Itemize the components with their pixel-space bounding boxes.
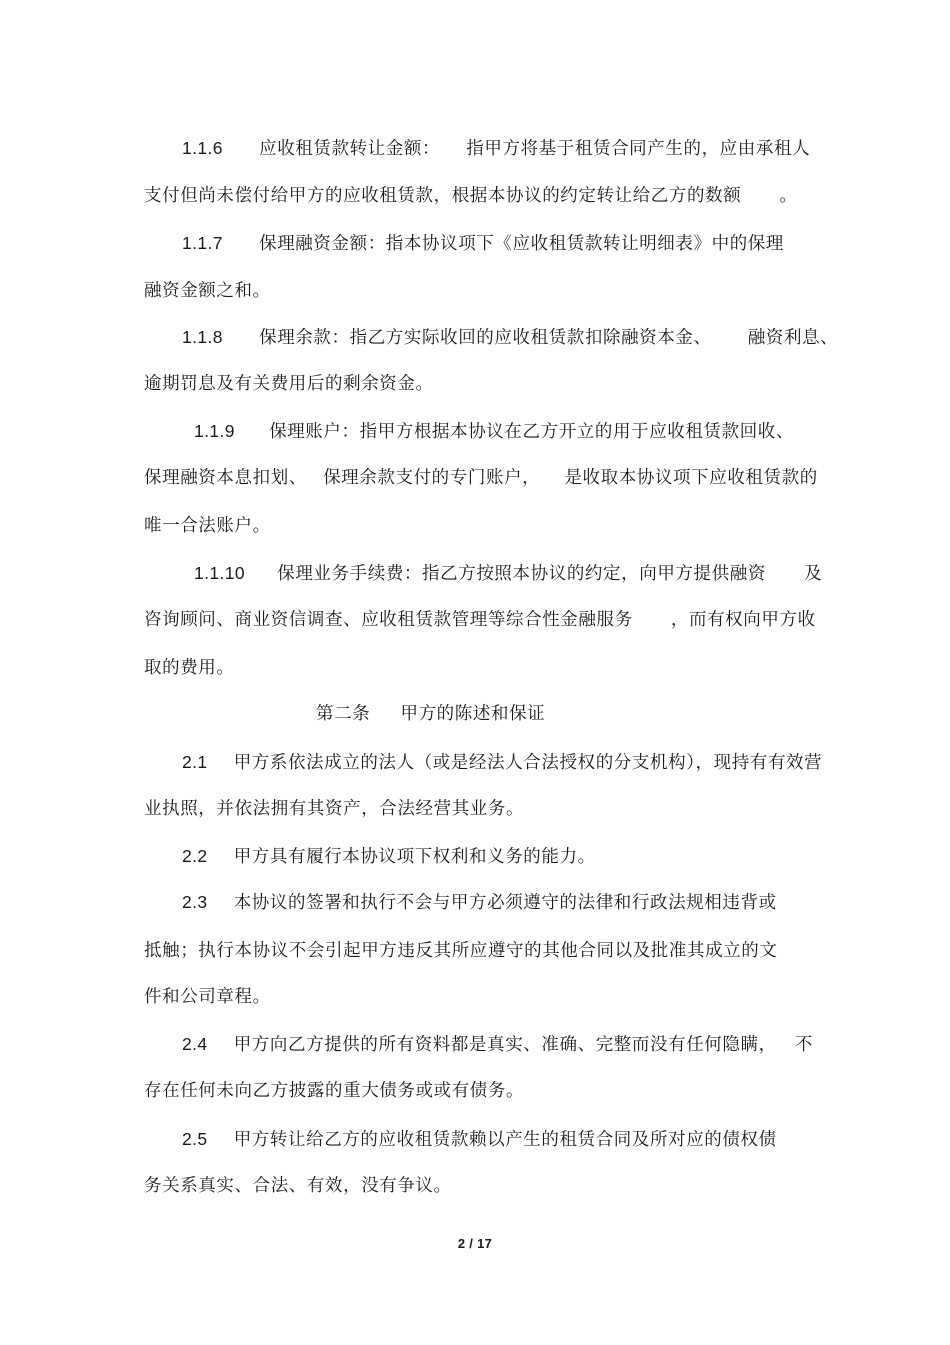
clause-1-1-9-line-2 (144, 466, 818, 490)
clause-2-5-line-2 (144, 1174, 452, 1198)
clause-text: 保理余款：指乙方实际收回的应收租赁款扣除融资本金、 (259, 328, 712, 348)
clause-text: 指甲方将基于租赁合同产生的，应由承租人 (466, 139, 811, 159)
page-number: 2 / 17 (457, 1236, 493, 1251)
clause-number: 1.1.10 (194, 563, 246, 583)
clause-text: 务关系真实、合法、有效，没有争议。 (144, 1176, 452, 1196)
article-title: 甲方的陈述和保证 (400, 704, 546, 724)
clause-text: 支付但尚未偿付给甲方的应收租赁款，根据本协议的约定转让给乙方的数额 (144, 186, 742, 206)
clause-text: 融资利息、 (747, 328, 839, 348)
clause-1-1-10-line-3 (144, 656, 235, 680)
clause-2-4-line-2 (144, 1079, 524, 1103)
clause-text: 甲方向乙方提供的所有资料都是真实、准确、完整而没有任何隐瞒， (233, 1035, 777, 1055)
clause-text: 保理业务手续费：指乙方按照本协议的约定，向甲方提供融资 (277, 564, 766, 584)
clause-text: 保理余款支付的专门账户， (323, 468, 541, 488)
clause-number: 2.3 (182, 892, 208, 912)
clause-number: 2.4 (182, 1034, 208, 1054)
clause-1-1-7-line-2 (144, 279, 271, 303)
clause-number: 1.1.6 (182, 138, 223, 158)
clause-number: 2.2 (182, 846, 208, 866)
clause-text: 本协议的签署和执行不会与甲方必须遵守的法律和行政法规相违背或 (233, 893, 777, 913)
clause-1-1-8-line-1 (182, 325, 838, 350)
clause-2-4-line-1 (182, 1032, 813, 1057)
clause-text: 甲方系依法成立的法人（或是经法人合法授权的分支机构），现持有有效营 (233, 753, 823, 773)
clause-1-1-7-line-1 (182, 231, 784, 256)
clause-text: 应收租赁款转让金额： (259, 139, 441, 159)
clause-2-1-line-1 (182, 750, 822, 775)
clause-text: 存在任何未向乙方披露的重大债务或或有债务。 (144, 1081, 525, 1101)
clause-2-5-line-1 (182, 1127, 777, 1152)
clause-1-1-10-line-1 (194, 561, 822, 586)
clause-1-1-6-line-1 (182, 136, 810, 161)
clause-text: 不 (794, 1035, 813, 1055)
article-2-heading (316, 702, 545, 726)
clause-text: 取的费用。 (144, 658, 235, 678)
clause-number: 1.1.8 (182, 327, 223, 347)
clause-number: 2.5 (182, 1129, 208, 1149)
clause-1-1-6-line-2 (144, 184, 798, 208)
clause-text: 甲方具有履行本协议项下权利和义务的能力。 (233, 847, 596, 867)
clause-text: 咨询顾问、商业资信调查、应收租赁款管理等综合性金融服务 (144, 610, 633, 630)
clause-text: 。 (779, 186, 798, 206)
clause-2-3-line-2 (144, 939, 778, 963)
clause-text: 保理账户：指甲方根据本协议在乙方开立的用于应收租赁款回收、 (269, 422, 795, 442)
clause-text: 保理融资金额：指本协议项下《应收租赁款转让明细表》中的保理 (259, 234, 785, 254)
clause-text: 件和公司章程。 (144, 987, 271, 1007)
clause-1-1-9-line-1 (194, 419, 794, 444)
clause-number: 1.1.7 (182, 233, 223, 253)
clause-text: 融资金额之和。 (144, 281, 271, 301)
clause-1-1-8-line-2 (144, 372, 434, 396)
clause-2-2-line-1 (182, 844, 596, 869)
clause-text: 抵触；执行本协议不会引起甲方违反其所应遵守的其他合同以及批准其成立的文 (144, 941, 778, 961)
clause-text: 逾期罚息及有关费用后的剩余资金。 (144, 374, 434, 394)
clause-text: 甲方转让给乙方的应收租赁款赖以产生的租赁合同及所对应的债权债 (233, 1130, 777, 1150)
clause-text: 是收取本协议项下应收租赁款的 (564, 468, 818, 488)
clause-text: ，而有权向甲方收 (670, 610, 816, 630)
clause-2-3-line-3 (144, 985, 271, 1009)
clause-number: 2.1 (182, 752, 208, 772)
article-number: 第二条 (316, 704, 371, 724)
clause-text: 唯一合法账户。 (144, 516, 271, 536)
clause-number: 1.1.9 (194, 421, 235, 441)
clause-1-1-9-line-3 (144, 514, 271, 538)
clause-2-1-line-2 (144, 797, 524, 821)
clause-text: 业执照，并依法拥有其资产，合法经营其业务。 (144, 799, 525, 819)
clause-text: 及 (804, 564, 823, 584)
clause-1-1-10-line-2 (144, 608, 816, 632)
clause-2-3-line-1 (182, 890, 777, 915)
clause-text: 保理融资本息扣划、 (144, 468, 307, 488)
